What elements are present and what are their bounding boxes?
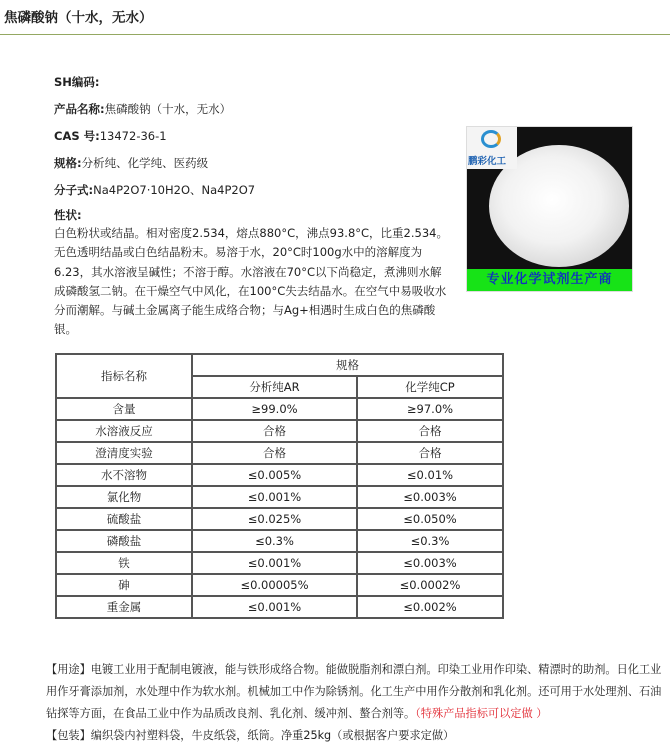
row-cp: ≥97.0% xyxy=(357,398,503,420)
row-cp: ≤0.3% xyxy=(357,530,503,552)
row-ar: ≥99.0% xyxy=(192,398,357,420)
field-value: 分析纯、化学纯、医药级 xyxy=(81,156,209,170)
row-name: 含量 xyxy=(56,398,192,420)
table-row xyxy=(56,596,503,618)
header-cp: 化学纯CP xyxy=(357,376,503,398)
product-image xyxy=(466,126,633,292)
field-properties xyxy=(54,207,82,223)
header-spec-group: 规格 xyxy=(192,354,503,376)
row-ar: ≤0.00005% xyxy=(192,574,357,596)
table-row xyxy=(56,552,503,574)
row-cp: ≤0.003% xyxy=(357,552,503,574)
row-name: 硫酸盐 xyxy=(56,508,192,530)
row-name: 重金属 xyxy=(56,596,192,618)
usage-section xyxy=(46,659,666,747)
row-ar: ≤0.001% xyxy=(192,552,357,574)
spec-table xyxy=(55,353,504,619)
row-cp: ≤0.003% xyxy=(357,486,503,508)
row-name: 氯化物 xyxy=(56,486,192,508)
row-ar: 合格 xyxy=(192,420,357,442)
logo-text: 鹏彩化工 xyxy=(468,156,507,167)
field-value: 13472-36-1 xyxy=(99,129,167,143)
table-row xyxy=(56,508,503,530)
field-sh-code xyxy=(54,74,100,90)
row-cp: 合格 xyxy=(357,420,503,442)
usage-text: 电镀工业用于配制电镀液，能与铁形成络合物。能做脱脂剂和漂白剂。印染工业用作印染、精漂时的助剂。日化工业用作牙膏添加剂，水处理中作为软水剂。机械加工中作为除锈剂。化工生产中用作分散剂和乳化剂。还可用于水处理剂、石油钻探等方面，在食品工业中作为品质改良剂、乳化剂、缓冲剂、螯合剂等。 xyxy=(46,663,662,720)
packaging-label: 【包装】 xyxy=(46,729,91,742)
page-title: 焦磷酸钠（十水，无水） xyxy=(4,10,153,26)
field-label: SH编码: xyxy=(54,75,100,89)
field-spec xyxy=(54,155,208,171)
properties-description: 白色粉状或结晶。相对密度2.534，熔点880°C，沸点93.8°C，比重2.534。无色透明结晶或白色结晶粉末。易溶于水，20°C时100g水中的溶解度为6.23，其水溶液呈碱性；不溶于醇。水溶液在70°C以下尚稳定，煮沸则水解成磷酸氢二钠。在干燥空气中风化，在100°C失去结晶水。在空气中易吸收水分而潮解。与碱土金属离子能生成络合物；与Ag+相遇时生成白色的焦磷酸银。 xyxy=(54,226,448,337)
table-row xyxy=(56,486,503,508)
field-label: 分子式: xyxy=(54,183,94,197)
row-name: 澄清度实验 xyxy=(56,442,192,464)
field-value: 焦磷酸钠（十水，无水） xyxy=(104,102,232,116)
usage-label: 【用途】 xyxy=(46,663,91,676)
title-divider xyxy=(0,34,670,35)
row-ar: ≤0.001% xyxy=(192,596,357,618)
field-formula xyxy=(54,182,255,198)
row-name: 磷酸盐 xyxy=(56,530,192,552)
row-name: 水溶液反应 xyxy=(56,420,192,442)
row-cp: 合格 xyxy=(357,442,503,464)
row-ar: ≤0.3% xyxy=(192,530,357,552)
row-name: 水不溶物 xyxy=(56,464,192,486)
header-ar: 分析纯AR xyxy=(192,376,357,398)
row-ar: ≤0.005% xyxy=(192,464,357,486)
row-cp: ≤0.002% xyxy=(357,596,503,618)
row-name: 砷 xyxy=(56,574,192,596)
field-label: 性状: xyxy=(54,208,82,222)
row-cp: ≤0.0002% xyxy=(357,574,503,596)
packaging-text: 编织袋内衬塑料袋，牛皮纸袋，纸筒。净重25kg（或根据客户要求定做） xyxy=(90,729,455,742)
logo-icon xyxy=(481,130,501,148)
field-product-name xyxy=(54,101,231,117)
table-header-row xyxy=(56,354,503,376)
row-ar: ≤0.001% xyxy=(192,486,357,508)
row-ar: 合格 xyxy=(192,442,357,464)
field-label: 产品名称: xyxy=(54,102,105,116)
table-row xyxy=(56,574,503,596)
field-value: Na4P2O7·10H2O、Na4P2O7 xyxy=(93,183,256,197)
custom-note: （特殊产品指标可以定做 ） xyxy=(415,707,548,720)
table-row xyxy=(56,398,503,420)
header-indicator-name: 指标名称 xyxy=(56,354,192,398)
company-logo xyxy=(467,127,517,169)
row-cp: ≤0.01% xyxy=(357,464,503,486)
field-cas xyxy=(54,128,167,144)
table-row xyxy=(56,420,503,442)
row-name: 铁 xyxy=(56,552,192,574)
row-ar: ≤0.025% xyxy=(192,508,357,530)
table-row xyxy=(56,464,503,486)
table-row xyxy=(56,442,503,464)
field-label: 规格: xyxy=(54,156,82,170)
image-banner: 专业化学试剂生产商 xyxy=(467,269,632,291)
field-label: CAS 号: xyxy=(54,129,100,143)
table-row xyxy=(56,530,503,552)
row-cp: ≤0.050% xyxy=(357,508,503,530)
